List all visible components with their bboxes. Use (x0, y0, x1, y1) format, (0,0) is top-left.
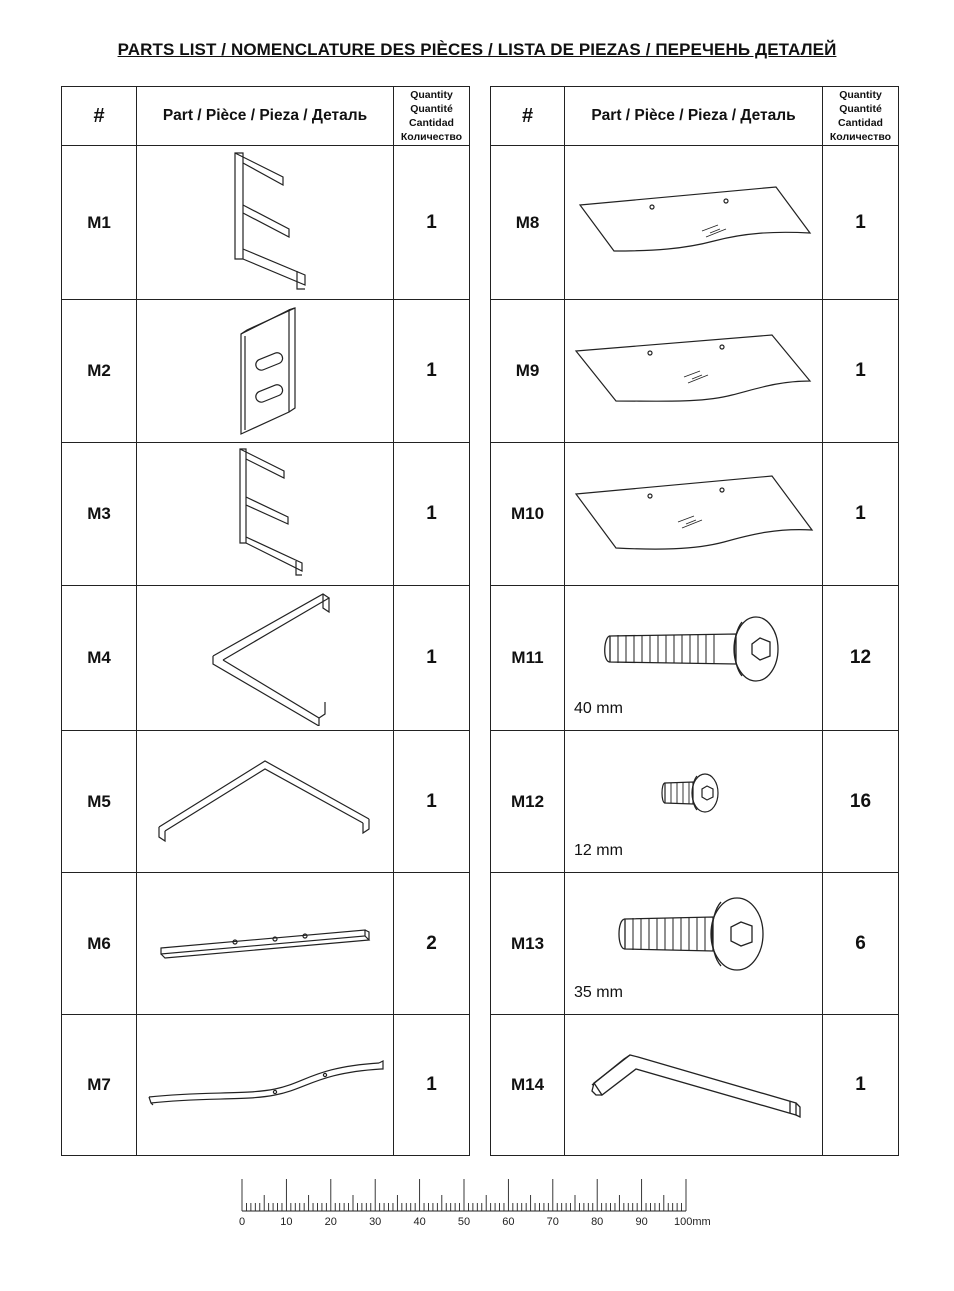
glass-shelf-icon (574, 183, 814, 263)
part-quantity: 1 (823, 443, 899, 586)
bar-icon (155, 924, 375, 964)
part-quantity: 1 (823, 300, 899, 443)
part-id: M4 (62, 586, 137, 731)
header-part: Part / Pièce / Pieza / Деталь (137, 87, 394, 146)
part-id: M7 (62, 1015, 137, 1156)
table-row (62, 873, 470, 1015)
part-image (137, 146, 394, 300)
part-image (565, 300, 823, 443)
parts-table-left (61, 86, 470, 1156)
part-quantity: 1 (394, 586, 470, 731)
part-image (137, 1015, 394, 1156)
parts-table-right (490, 86, 899, 1156)
part-quantity: 1 (394, 300, 470, 443)
header-number: # (62, 87, 137, 146)
header-part: Part / Pièce / Pieza / Деталь (565, 87, 823, 146)
part-image (565, 146, 823, 300)
table-row (491, 586, 899, 731)
hex-key-icon (584, 1045, 804, 1125)
ruler-label: 80 (591, 1216, 604, 1228)
table-row (491, 146, 899, 300)
bolt-icon (594, 614, 794, 684)
part-size: 40 mm (574, 700, 623, 717)
bolt-icon (609, 895, 779, 975)
ruler-label: 90 (635, 1216, 648, 1228)
part-image (137, 443, 394, 586)
ruler-label: 60 (502, 1216, 515, 1228)
part-quantity: 1 (394, 1015, 470, 1156)
bolt-icon (659, 771, 729, 815)
part-quantity: 12 (823, 586, 899, 731)
part-quantity: 1 (823, 1015, 899, 1156)
ruler-label: 10 (280, 1216, 293, 1228)
ruler-label: 20 (324, 1216, 337, 1228)
part-id: M12 (491, 731, 565, 873)
part-image (565, 586, 823, 731)
header-quantity: Quantity Quantité Cantidad Количество (394, 87, 470, 146)
part-image (565, 443, 823, 586)
part-image (565, 731, 823, 873)
part-id: M2 (62, 300, 137, 443)
table-row (491, 1015, 899, 1156)
part-quantity: 1 (823, 146, 899, 300)
part-quantity: 16 (823, 731, 899, 873)
table-row (491, 731, 899, 873)
table-header-row (62, 87, 470, 146)
part-id: M1 (62, 146, 137, 300)
table-row (62, 586, 470, 731)
ruler-label: 0 (238, 1216, 246, 1228)
part-image (565, 873, 823, 1015)
v-frame-icon (155, 757, 375, 847)
table-row (491, 873, 899, 1015)
table-row (62, 1015, 470, 1156)
part-id: M13 (491, 873, 565, 1015)
glass-shelf-icon (572, 472, 816, 556)
part-id: M8 (491, 146, 565, 300)
table-header-row (491, 87, 899, 146)
part-image (565, 1015, 823, 1156)
frame-side-icon (205, 149, 325, 297)
part-size: 12 mm (574, 842, 623, 859)
part-image (137, 300, 394, 443)
part-image (137, 586, 394, 731)
header-number: # (491, 87, 565, 146)
l-frame-icon (195, 590, 335, 726)
back-panel-icon (225, 304, 305, 438)
part-id: M3 (62, 443, 137, 586)
part-id: M14 (491, 1015, 565, 1156)
ruler-label: 30 (369, 1216, 382, 1228)
part-quantity: 1 (394, 146, 470, 300)
header-quantity: Quantity Quantité Cantidad Количество (823, 87, 899, 146)
table-row (491, 443, 899, 586)
ruler-label: 50 (457, 1216, 471, 1228)
part-quantity: 1 (394, 443, 470, 586)
part-id: M9 (491, 300, 565, 443)
part-id: M10 (491, 443, 565, 586)
part-image (137, 873, 394, 1015)
measurement-ruler (232, 1175, 732, 1235)
part-quantity: 2 (394, 873, 470, 1015)
table-row (62, 731, 470, 873)
ruler-label: 40 (413, 1216, 426, 1228)
part-quantity: 6 (823, 873, 899, 1015)
table-row (62, 146, 470, 300)
part-id: M5 (62, 731, 137, 873)
ruler-label: 70 (546, 1216, 559, 1228)
table-row (62, 300, 470, 443)
part-id: M6 (62, 873, 137, 1015)
frame-side-icon (210, 445, 320, 583)
part-id: M11 (491, 586, 565, 731)
curved-bar-icon (145, 1055, 385, 1115)
table-row (62, 443, 470, 586)
ruler-label: 100mm (674, 1216, 711, 1228)
table-row (491, 300, 899, 443)
glass-shelf-icon (572, 331, 816, 411)
part-size: 35 mm (574, 984, 623, 1001)
parts-list-title: PARTS LIST / NOMENCLATURE DES PIÈCES / LISTA DE PIEZAS / ПЕРЕЧЕНЬ ДЕТАЛЕЙ (117, 40, 837, 59)
part-image (137, 731, 394, 873)
part-quantity: 1 (394, 731, 470, 873)
